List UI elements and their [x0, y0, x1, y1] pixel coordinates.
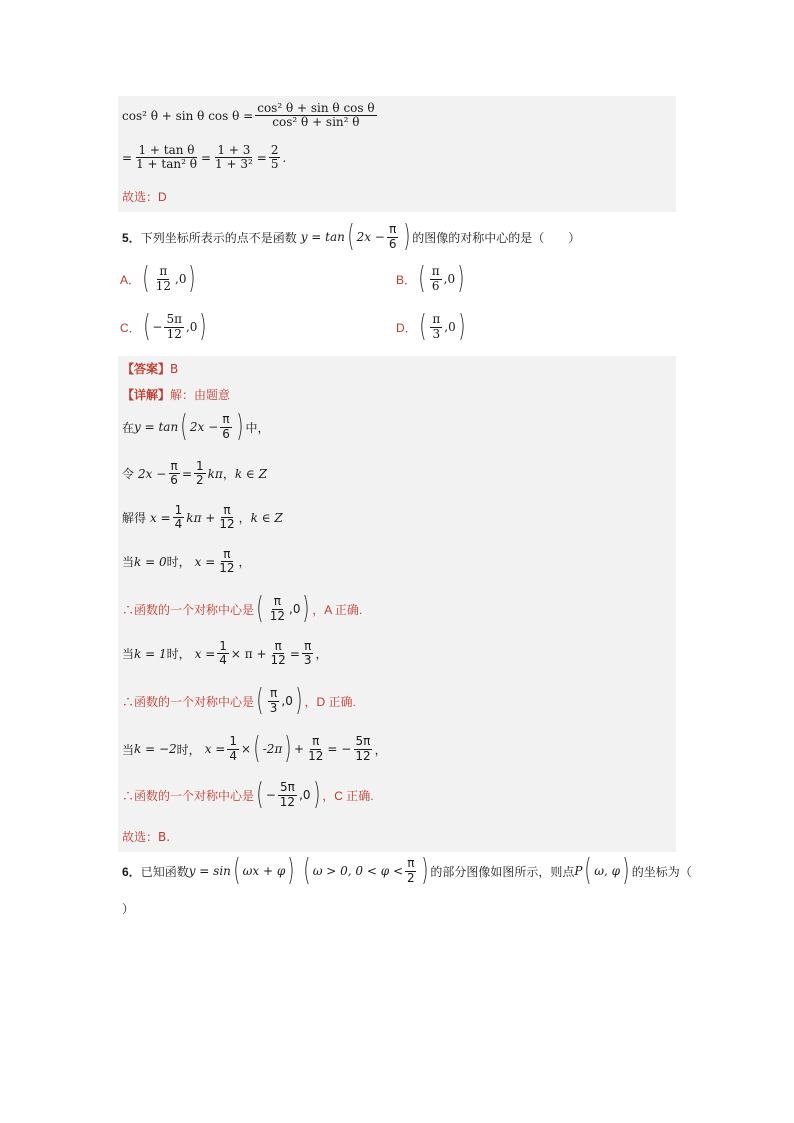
solution-step-7: ∴函数的一个对称中心是 ( $\frac{\pi}{3}$ ,0 ) ，D 正确.	[122, 683, 356, 718]
option-a[interactable]: A． ( $\frac{\pi}{12}$ ,0 )	[120, 261, 196, 296]
fraction: $\frac{\text{1 + tan θ}}{\text{1 + tan² θ}}$	[136, 143, 197, 172]
detail-line: 【详解】 解：由题意	[122, 388, 231, 402]
parenthesis-group: ( 2x − $\frac{\pi}{6}$ )	[347, 219, 410, 254]
option-b[interactable]: B． ( $\frac{\pi}{6}$ ,0 )	[396, 261, 465, 296]
question-6-stem: 6． 已知函数 y = sin ( ωx + φ ) ( ω > 0, 0 < φ < $\frac{\pi}{2}$ ) 的部分图像如图所示，则点 P ( ω, φ ) 的坐标为（ ）	[122, 853, 692, 916]
prev-solution-line-1: cos² θ + sin θ cos θ = $\frac{\text{cos² θ + sin θ cos θ}}{\text{cos² θ + sin² θ}}$	[122, 101, 375, 130]
question-5-stem: 5． 下列坐标所表示的点不是函数 y = tan ( 2x − $\frac{\pi}{6}$ ) 的图像的对称中心的是（ ）	[122, 219, 581, 254]
solution-step-5: ∴函数的一个对称中心是 ( $\frac{\pi}{12}$ ,0 ) ，A 正确.	[122, 591, 363, 626]
solution-step-2: 令 2x − $\frac{\pi}{6}$ = $\frac{1}{2}$ kπ ， k ∈ Z	[122, 459, 267, 488]
fraction: $\frac{\text{cos² θ + sin θ cos θ}}{\text{cos² θ + sin² θ}}$	[257, 101, 375, 130]
solution-step-9: ∴函数的一个对称中心是 ( − $\frac{5\pi}{12}$ ,0 ) ，C 正确.	[122, 777, 374, 812]
fraction: $\frac{1 + 3}{\text{1 + 3²}}$	[215, 143, 253, 172]
solution-step-6: 当 k = 1 时， x = $\frac{1}{4}$ × π + $\frac{\pi}{12}$ = $\frac{\pi}{3}$ ，	[122, 639, 328, 668]
option-d[interactable]: D． ( $\frac{\pi}{3}$ ,0 )	[396, 309, 466, 344]
solution-step-3: 解得 x = $\frac{1}{4}$ kπ + $\frac{\pi}{12}$ ， k ∈ Z	[122, 503, 283, 532]
fraction: $\frac{\pi}{6}$	[388, 222, 397, 251]
solution-step-4: 当 k = 0 时， x = $\frac{\pi}{12}$ ，	[122, 547, 251, 576]
prev-solution-block	[118, 96, 676, 212]
q5-solution-block	[118, 356, 676, 852]
solution-step-1: 在 y = tan ( 2x − $\frac{\pi}{6}$ ) 中，	[122, 409, 270, 444]
solution-step-8: 当 k = −2 时， x = $\frac{1}{4}$ × ( -2π ) + $\frac{\pi}{12}$ = − $\frac{5\pi}{12}$ ，	[122, 731, 387, 766]
prev-solution-line-2: = $\frac{\text{1 + tan θ}}{\text{1 + tan² θ}}$ = $\frac{1 + 3}{\text{1 + 3²}}$ = $\frac{2}{5}$ .	[122, 143, 287, 172]
fraction: $\frac{2}{5}$	[270, 143, 279, 172]
prev-answer: 故选：D	[122, 190, 167, 204]
option-c[interactable]: C． ( − $\frac{5\pi}{12}$ ,0 )	[120, 309, 207, 344]
answer-line: 【答案】 B	[122, 361, 179, 376]
final-answer: 故选：B.	[122, 830, 171, 844]
